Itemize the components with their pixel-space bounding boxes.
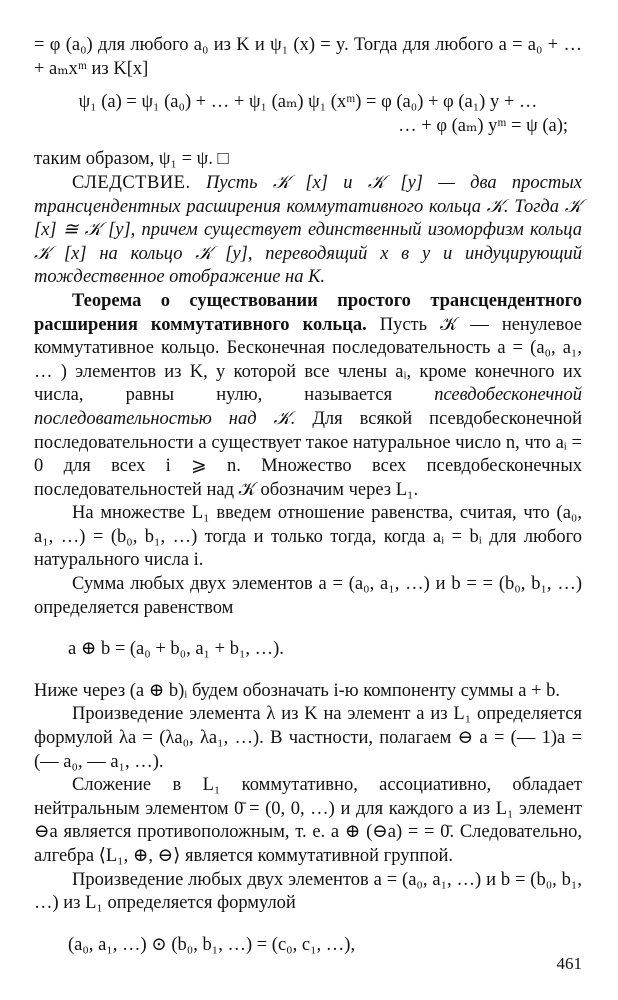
- paragraph-scalar-product: Произведение элемента λ из K на элемент a из L₁ определяется формулой λa = (λa₀, λa₁, …). В частности, полагаем ⊖ a = (— 1)a = (— a₀, — a₁, …).: [34, 704, 582, 772]
- formula-product: (a₀, a₁, …) ⊙ (b₀, b₁, …) = (c₀, c₁, …),: [68, 934, 356, 955]
- paragraph-equality: На множестве L₁ введем отношение равенства, считая, что (a₀, a₁, …) = (b₀, b₁, …) тогда и только тогда, когда aᵢ = bᵢ для любого натурального числа i.: [34, 503, 582, 571]
- theorem-text-before: Пусть 𝒦 — ненулевое коммутативное кольцо. Бесконечная последовательность a = (a₀, a₁, … ) элементов из K, у которой все члены aᵢ, кроме конечного их числа, равны нулю, называется: [34, 314, 583, 406]
- formula-sum: a ⊕ b = (a₀ + b₀, a₁ + b₁, …).: [68, 639, 284, 660]
- theorem-paragraph: [34, 290, 582, 502]
- theorem-title: Теорема о существовании простого трансцендентного расширения коммутативного кольца.: [34, 290, 582, 335]
- corollary-lead: СЛЕДСТВИЕ.: [72, 172, 191, 193]
- theorem-italic-term: псевдобесконечной последовательностью над 𝒦.: [34, 385, 582, 429]
- corollary-text: Пусть 𝒦 [x] и 𝒦 [y] — два простых трансцендентных расширения коммутативного кольца 𝒦. Тогда 𝒦 [x] ≅ 𝒦 [y], причем существует единственный изоморфизм кольца 𝒦 [x] на кольцо 𝒦 [y], переводящий x в y и индуцирующий тождественное отображение на K.: [34, 172, 582, 288]
- paragraph-product: Произведение любых двух элементов a = (a₀, a₁, …) и b = (b₀, b₁, …) из L₁ определяется формулой: [34, 869, 582, 914]
- paragraph-group: Сложение в L₁ коммутативно, ассоциативно, обладает нейтральным элементом 0̄ = (0, 0, …) и для каждого a из L₁ элемент ⊖a является противоположным, т. е. a ⊕ (⊖a) = = 0̄. Следовательно, алгебра ⟨L₁, ⊕, ⊖⟩ является коммутативной группой.: [34, 775, 582, 866]
- paragraph-component: Ниже через (a ⊕ b)ᵢ будем обозначать i-ю компоненту суммы a + b.: [34, 680, 560, 701]
- paragraph-conclusion: таким образом, ψ₁ = ψ. □: [34, 149, 229, 170]
- corollary-paragraph: [34, 172, 582, 290]
- paragraph-continuation: = φ (a₀) для любого a₀ из K и ψ₁ (x) = y. Тогда для любого a = a₀ + … + aₘxᵐ из K[x]: [34, 35, 582, 79]
- paragraph-sum: Сумма любых двух элементов a = (a₀, a₁, …) и b = = (b₀, b₁, …) определяется равенством: [34, 574, 582, 618]
- page-number: 461: [556, 954, 582, 973]
- formula-psi-line-1: ψ₁ (a) = ψ₁ (a₀) + … + ψ₁ (aₘ) ψ₁ (xᵐ) = φ (a₀) + φ (a₁) y + …: [78, 92, 538, 113]
- formula-psi-line-2: … + φ (aₘ) yᵐ = ψ (a);: [398, 115, 568, 136]
- theorem-text-after: Для всякой псевдобесконечной последовательности a существует такое натуральное число n, что aᵢ = 0 для всех i ⩾ n. Множество всех псевдобесконечных последовательностей над 𝒦 обозначим через L₁.: [34, 408, 582, 500]
